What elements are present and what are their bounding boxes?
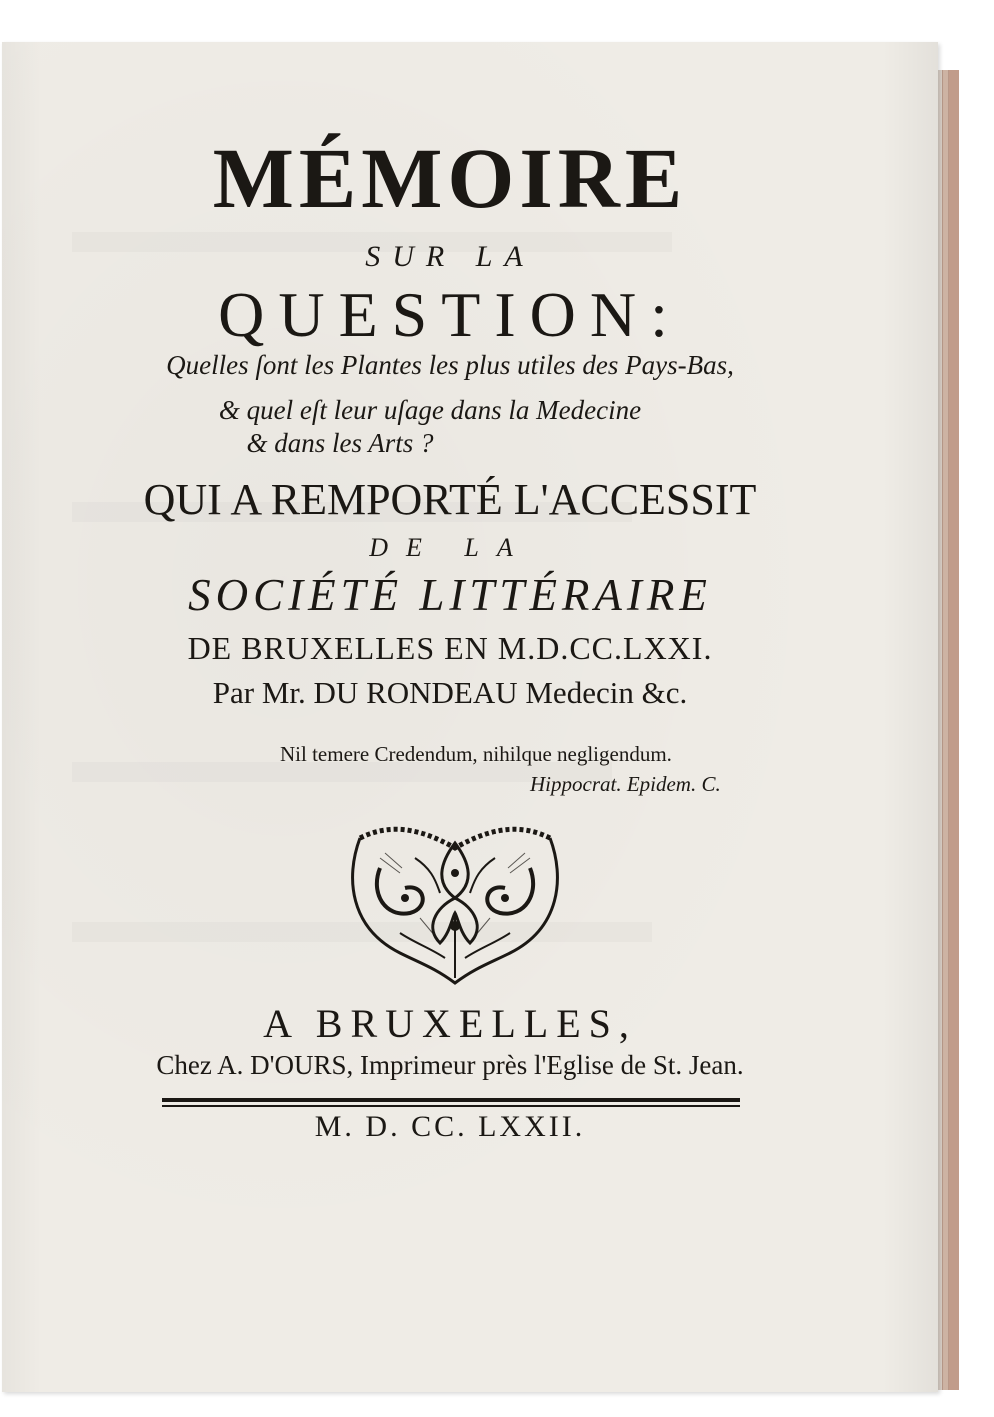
question-line-1: Quelles ſont les Plantes les plus utiles des Pays-Bas,: [166, 350, 734, 380]
motto-source: Hippocrat. Epidem. C.: [530, 772, 721, 796]
society-name: SOCIÉTÉ LITTÉRAIRE: [188, 570, 712, 620]
imprint-city: A BRUXELLES,: [263, 1001, 637, 1046]
question-line-3: & dans les Arts ?: [246, 428, 434, 458]
sur-la: SUR LA: [365, 240, 535, 273]
double-rule: [162, 1098, 740, 1102]
place-year-line: DE BRUXELLES EN M.D.CC.LXXI.: [187, 630, 713, 666]
double-rule: [162, 1105, 740, 1107]
accessit-line: QUI A REMPORTÉ L'ACCESSIT: [143, 475, 757, 524]
imprint-year: M. D. CC. LXXII.: [314, 1110, 586, 1143]
de-la: DE LA: [369, 533, 531, 562]
question-heading: QUESTION:: [218, 279, 682, 350]
author-line: Par Mr. DU RONDEAU Medecin &c.: [212, 675, 688, 710]
page-edge: [948, 70, 959, 1390]
woodcut-ornament-icon: [340, 818, 570, 988]
imprint-printer: Chez A. D'OURS, Imprimeur près l'Eglise de St. Jean.: [156, 1050, 744, 1080]
motto: Nil temere Credendum, nihilque negligendum.: [280, 742, 672, 766]
main-title: MÉMOIRE: [212, 130, 688, 226]
question-line-2: & quel eſt leur uſage dans la Medecine: [218, 395, 642, 425]
